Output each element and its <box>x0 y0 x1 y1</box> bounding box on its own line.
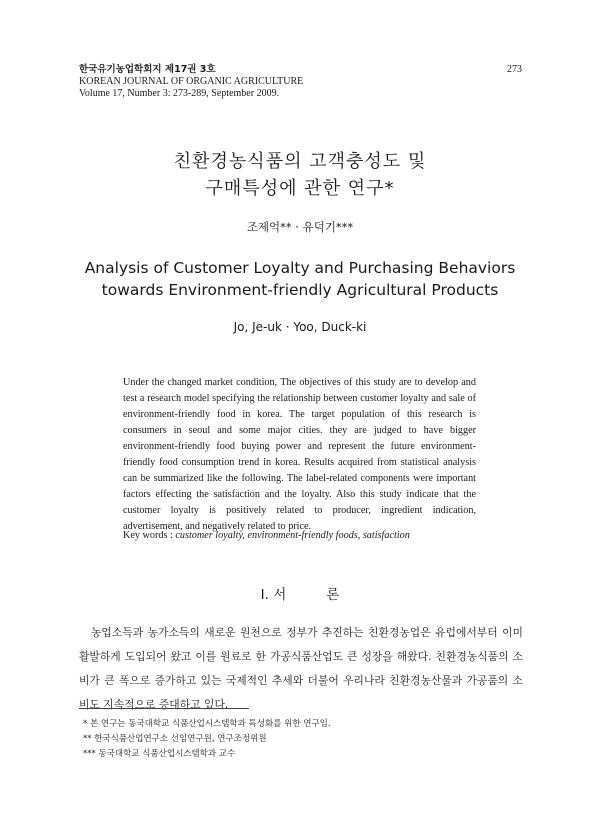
english-title-line-1: Analysis of Customer Loyalty and Purchasing Behaviors <box>84 259 516 277</box>
volume-info: Volume 17, Number 3: 273-289, September 2009. <box>79 88 280 99</box>
korean-title-line-2: 구매특성에 관한 연구* <box>205 178 395 199</box>
introduction-paragraph: 농업소득과 농가소득의 새로운 원천으로 정부가 추진하는 친환경농업은 유럽에서부터 이미 활발하게 도입되어 왔고 이를 원료로 한 가공식품산업도 큰 성장을 해왔다. 친환경농식품의 소비가 큰 폭으로 증가하고 있는 국제적인 추세와 더불어 우리나라 친환경농산물과 가공품의 소비도 지속적으로 증대하고 있다. <box>79 626 523 711</box>
journal-name-english: KOREAN JOURNAL OF ORGANIC AGRICULTURE <box>79 76 304 87</box>
keywords-values: customer loyalty, environment-friendly foods, satisfaction <box>175 530 410 541</box>
keywords <box>123 530 410 541</box>
abstract-text: Under the changed market condition, The objectives of this study are to develop and test a research model specifying the relationship between customer loyalty and sale of environment-friendly food in korea. The target population of this research is consumers in seoul and some major cities. they are judged to have bigger environment-friendly food buying power and represent the future environment-friendly food consumption trend in korea. Results acquired from statistical analysis can be summarized like the following. The label-related components were important factors effecting the satisfaction and the loyalty. Also this study indicate that the customer loyalty is positively related to producer, ingredient indication, advertisement, and negatively related to price. <box>123 377 476 532</box>
section-title-tail: 론 <box>326 587 340 603</box>
korean-title-line-1: 친환경농식품의 고객충성도 및 <box>173 151 427 172</box>
journal-name-korean: 한국유기농업학회지 제17권 3호 <box>79 64 216 75</box>
footnote-2: ** 한국식품산업연구소 선임연구원, 연구조정위원 <box>83 734 267 744</box>
footnote-divider <box>79 708 249 709</box>
section-heading-introduction <box>0 583 600 603</box>
footnote-3: *** 동국대학교 식품산업시스템학과 교수 <box>83 749 236 759</box>
keywords-label: Key words : <box>123 530 173 541</box>
section-number: Ⅰ. 서 <box>260 587 287 603</box>
page-number: 273 <box>507 64 522 75</box>
english-title-line-2: towards Environment-friendly Agricultural Products <box>101 281 499 299</box>
english-authors: Jo, Je-uk · Yoo, Duck-ki <box>233 320 367 334</box>
korean-authors: 조제억** · 유덕기*** <box>246 220 354 234</box>
footnote-1: * 본 연구는 동국대학교 식품산업시스템학과 특성화를 위한 연구임. <box>83 719 331 729</box>
